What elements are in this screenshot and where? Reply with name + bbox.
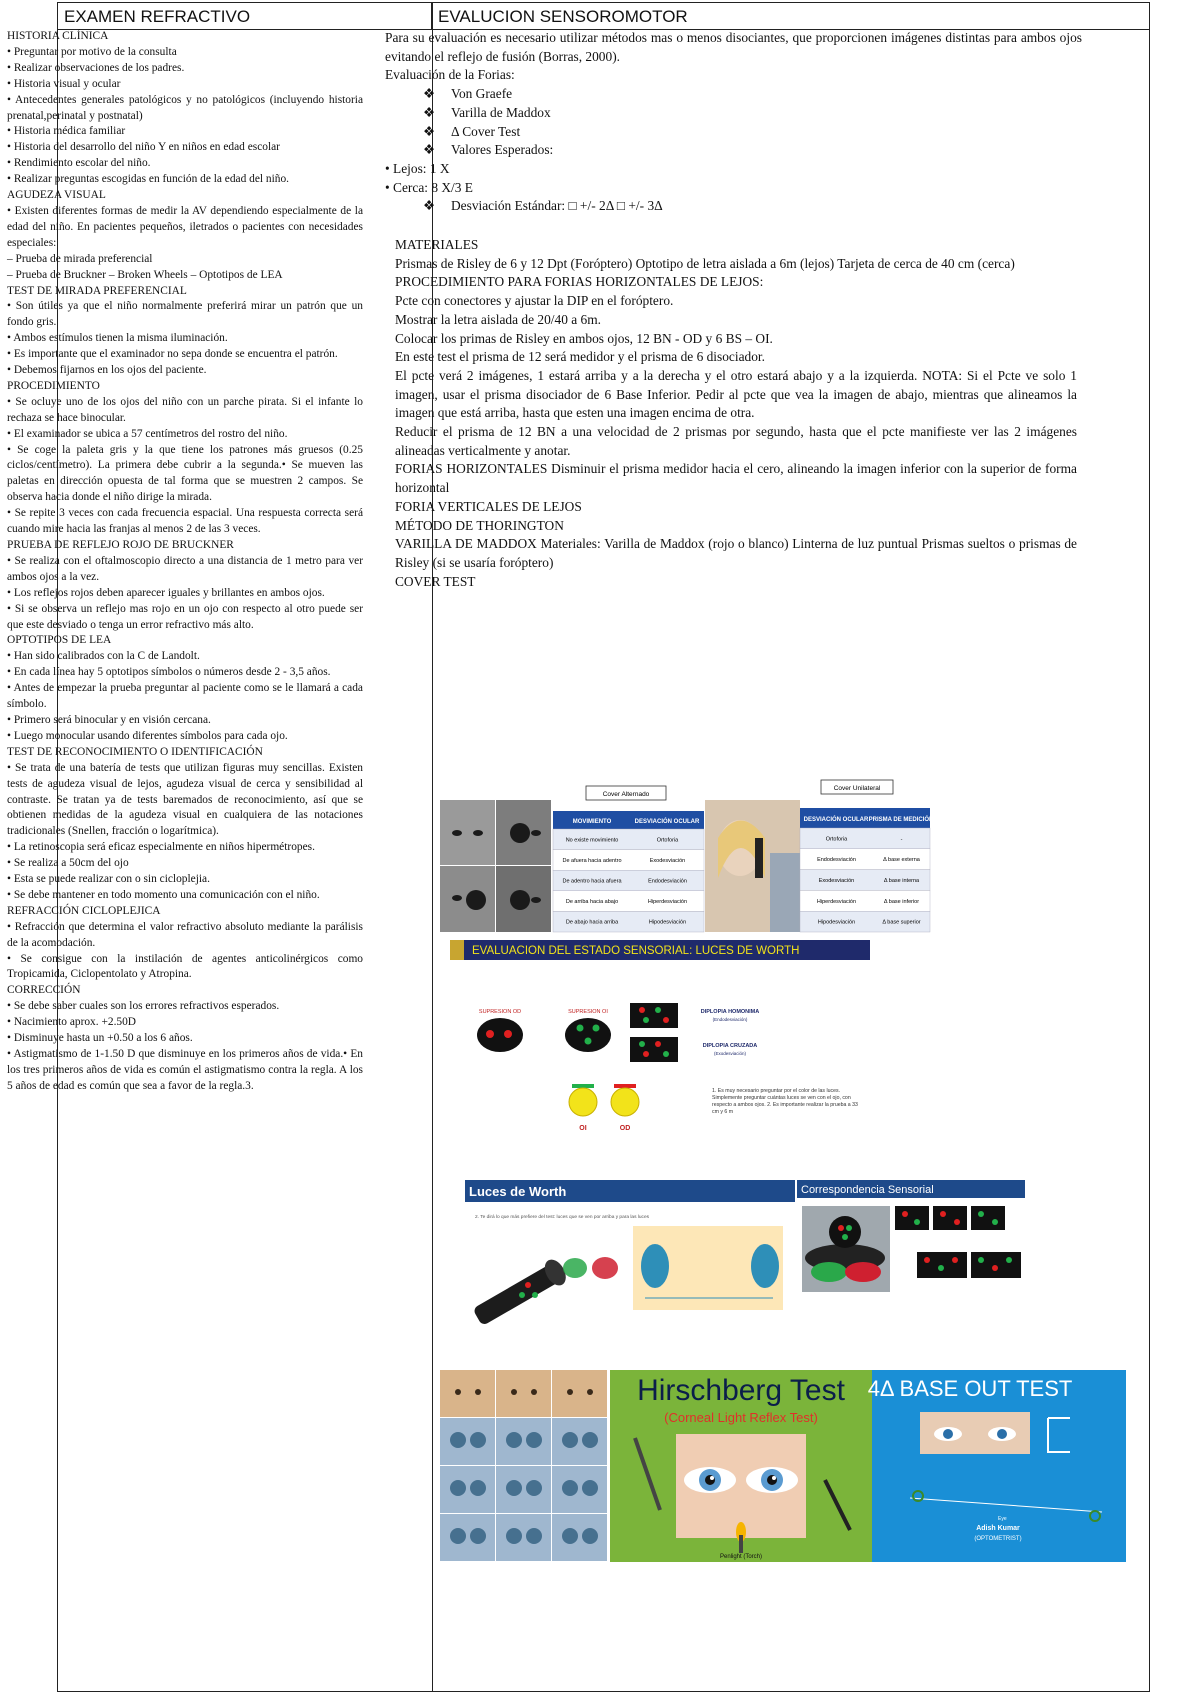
- eye-icon: [562, 1432, 578, 1448]
- intro-paragraph: Para su evaluación es necesario utilizar métodos mas o menos disociantes, que proporcionen imágenes distintas para ambos ojos evitando el reflejo de fusión (Borras, 2000).: [385, 30, 1082, 64]
- bottom-figures: [440, 1370, 1126, 1562]
- left-text-line: • En cada línea hay 5 optotipos símbolos o números desde 2 - 3,5 años.: [7, 666, 331, 679]
- left-text-line: CORRECCIÓN: [7, 984, 81, 997]
- left-text-line: • Ambos estímulos tienen la misma iluminación.: [7, 332, 228, 345]
- right-text-line: PROCEDIMIENTO PARA FORIAS HORIZONTALES DE LEJOS:: [395, 274, 764, 290]
- left-text-line: • Esta se puede realizar con o sin cicloplejia.: [7, 873, 210, 886]
- table-cell: -: [900, 836, 903, 843]
- worth-sensorial-figure: [450, 940, 870, 1150]
- cover-test-figure: [440, 778, 965, 940]
- cerca-value: • Cerca: 8 X/3 E: [385, 179, 473, 195]
- face-photo: [496, 1418, 551, 1465]
- base-out-title: 4Δ BASE OUT TEST: [867, 1376, 1073, 1401]
- table-cell: Endodesviación: [648, 878, 687, 885]
- left-text-line: • La retinoscopia será eficaz especialmente en niños hipermétropes.: [7, 841, 315, 854]
- left-text-line: • Refracción que determina el valor refractivo absoluto mediante la parálisis de la acomodación.: [7, 920, 363, 949]
- left-text-line: • Preguntar por motivo de la consulta: [7, 45, 177, 58]
- left-text-line: • Antecedentes generales patológicos y no patológicos (incluyendo historia prenatal,perinatal y postnatal): [7, 93, 363, 122]
- eye-icon: [455, 1389, 461, 1395]
- luces-worth-figure: [465, 1180, 1025, 1330]
- left-text-line: • Se realiza a 50cm del ojo: [7, 857, 129, 870]
- table-cell: Hiperdesviación: [647, 899, 688, 906]
- forias-item: ❖ Valores Esperados:: [423, 142, 554, 158]
- supresion-od-label: SUPRESION OD: [478, 1009, 522, 1015]
- table-cell: Exodesviación: [649, 857, 686, 864]
- hirschberg-title: Hirschberg Test: [637, 1374, 845, 1407]
- left-text-line: • Astigmatismo de 1-1.50 D que disminuye en los primeros años de vida.• En los tres primeros años de vida es común el astigmatismo contra la regla. A los 5 años de edad es común que sea a favor de la regla.3.: [7, 1048, 363, 1092]
- base-out-author: Adish Kumar: [976, 1525, 1020, 1532]
- lejos-value: • Lejos: 1 X: [385, 160, 450, 176]
- eye-icon: [582, 1432, 598, 1448]
- table2-head: PRISMA DE MEDICIÓN: [868, 817, 934, 823]
- table-cell: Δ base inferior: [883, 898, 920, 905]
- eye-icon: [450, 1480, 466, 1496]
- right-text-line: Mostrar la letra aislada de 20/40 a 6m.: [395, 311, 601, 327]
- luces-caption: 2. Te dirá lo que más prefiere del test: luces que se ven por arriba y para las luces: [475, 1215, 650, 1220]
- left-text-line: AGUDEZA VISUAL: [7, 189, 106, 202]
- left-text-line: TEST DE MIRADA PREFERENCIAL: [7, 284, 187, 297]
- right-text-line: VARILLA DE MADDOX Materiales: Varilla de Maddox (rojo o blanco) Linterna de luz puntual Prismas sueltos o prismas de Risley (si se usaría foróptero): [395, 536, 1077, 570]
- table-cell: De adentro hacia afuera: [562, 878, 622, 885]
- right-text-box: [385, 29, 1082, 617]
- left-text-line: • Existen diferentes formas de medir la AV dependiendo especialmente de la edad del niño. En pacientes pequeños, iletrados o pacientes con necesidades especiales:: [7, 204, 363, 249]
- diplopia-cruzada-label: DIPLOPIA CRUZADA: [702, 1043, 758, 1049]
- cover-unilateral-title: Cover Unilateral: [833, 785, 881, 792]
- eye-icon: [470, 1528, 486, 1544]
- right-text-line: Colocar los primas de Risley en ambos ojos, 12 BN - OD y 6 BS – OI.: [395, 330, 773, 346]
- table-cell: De afuera hacia adentro: [562, 857, 622, 864]
- eye-icon: [475, 1389, 481, 1395]
- diplopia-homonima-label: DIPLOPIA HOMONIMA: [700, 1009, 760, 1015]
- left-text-line: • Rendimiento escolar del niño.: [7, 157, 151, 170]
- forias-item: ❖ Δ Cover Test: [423, 123, 521, 139]
- eye-icon: [511, 1389, 517, 1395]
- eye-icon: [450, 1528, 466, 1544]
- left-text-line: • Los reflejos rojos deben aparecer iguales y brillantes en ambos ojos.: [7, 586, 325, 599]
- table1-head: MOVIMIENTO: [572, 819, 612, 825]
- eye-icon: [526, 1432, 542, 1448]
- face-photo: [440, 1418, 495, 1465]
- left-text-line: • Primero será binocular y en visión cercana.: [7, 713, 211, 726]
- table-cell: Hipodesviación: [817, 919, 856, 926]
- table-cell: Ortoforia: [656, 837, 679, 844]
- left-text-line: • Se debe mantener en todo momento una comunicación con el niño.: [7, 888, 320, 901]
- right-text-line: FORIA VERTICALES DE LEJOS: [395, 498, 582, 514]
- eye-icon: [470, 1432, 486, 1448]
- table2-head: DESVIACIÓN OCULAR: [803, 817, 869, 823]
- right-column: [385, 29, 1082, 617]
- cover-alternado-title: Cover Alternado: [602, 791, 650, 798]
- right-text-line: COVER TEST: [395, 573, 476, 589]
- eye-icon: [526, 1480, 542, 1496]
- left-text-line: • Historia del desarrollo del niño Y en niños en edad escolar: [7, 141, 280, 154]
- left-text-line: – Prueba de Bruckner – Broken Wheels – Optotipos de LEA: [7, 268, 283, 281]
- left-text-line: • El examinador se ubica a 57 centímetros del rostro del niño.: [7, 427, 288, 440]
- table-cell: Endodesviación: [817, 857, 856, 864]
- left-text-line: • Antes de empezar la prueba preguntar al paciente como se le llamará a cada símbolo.: [7, 682, 363, 711]
- table-cell: Ortoforia: [825, 836, 848, 843]
- face-photo: [552, 1466, 607, 1513]
- right-text-line: Reducir el prisma de 12 BN a una velocidad de 2 prismas por segundo, hasta que el pcte manifieste ver las 2 imágenes alineadas verticalmente y anotar.: [395, 424, 1077, 458]
- eye-icon: [531, 1389, 537, 1395]
- eye-icon: [526, 1528, 542, 1544]
- face-photo: [496, 1466, 551, 1513]
- face-photo: [496, 1514, 551, 1561]
- face-photo: [440, 1466, 495, 1513]
- left-text-line: • Nacimiento aprox. +2.50D: [7, 1016, 137, 1029]
- eye-icon: [506, 1480, 522, 1496]
- table-cell: Δ base superior: [882, 919, 921, 926]
- eye-icon: [587, 1389, 593, 1395]
- eye-icon: [582, 1480, 598, 1496]
- left-text-line: • Realizar preguntas escogidas en función de la edad del niño.: [7, 173, 290, 186]
- right-text-line: Pcte con conectores y ajustar la DIP en el foróptero.: [395, 293, 674, 309]
- left-text-line: TEST DE RECONOCIMIENTO O IDENTIFICACIÓN: [7, 745, 263, 758]
- eye-icon: [470, 1480, 486, 1496]
- left-text-line: • Disminuye hasta un +0.50 a los 6 años.: [7, 1032, 193, 1045]
- left-text-line: OPTOTIPOS DE LEA: [7, 634, 112, 647]
- left-text-line: – Prueba de mirada preferencial: [7, 252, 153, 265]
- eye-icon: [450, 1432, 466, 1448]
- table-cell: Hipodesviación: [648, 919, 687, 926]
- face-photo: [552, 1514, 607, 1561]
- eye-icon: [567, 1389, 573, 1395]
- eye-icon: [506, 1432, 522, 1448]
- eye-icon: [506, 1528, 522, 1544]
- face-photo: [440, 1370, 495, 1417]
- face-photo: [496, 1370, 551, 1417]
- right-column-title: EVALUCION SENSOROMOTOR: [432, 3, 1149, 30]
- table-row: [800, 828, 930, 849]
- base-out-eye-label: Eye: [998, 1516, 1007, 1522]
- left-text-line: • Historia médica familiar: [7, 125, 126, 138]
- face-photo: [440, 1514, 495, 1561]
- left-column-title: EXAMEN REFRACTIVO: [58, 3, 432, 30]
- forias-title: Evaluación de la Forias:: [385, 67, 515, 83]
- table-cell: De abajo hacia arriba: [565, 919, 619, 926]
- right-text-line: FORIAS HORIZONTALES Disminuir el prisma medidor hacia el cero, alineando la imagen inferior con la superior de forma horizontal: [395, 461, 1077, 496]
- table-cell: Δ base interna: [883, 878, 920, 884]
- right-text-line: MÉTODO DE THORINGTON: [395, 517, 564, 533]
- table-cell: Exodesviación: [818, 878, 855, 884]
- worth-banner: EVALUACION DEL ESTADO SENSORIAL: LUCES DE WORTH: [472, 945, 800, 957]
- left-text-line: • Se consigue con la instilación de agentes anticolinérgicos como Tropicamida, Ciclopentolato y Atropina.: [7, 952, 363, 981]
- worth-note: 1. Es muy necesario preguntar por el color de las luces. Simplemente preguntar cuántas luces se ven con el ojo, con respecto a ambos ojos. 2. Es importante realizar la prueba a 33 cm y 6 m: [712, 1088, 858, 1115]
- right-text-line: El pcte verá 2 imágenes, 1 estará arriba y a la derecha y el otro estará abajo y a la izquierda. NOTA: Si el Pcte ve solo 1 imagen, usar el prisma disociador de 6 Base Inferior. Pedir al pcte que vea la imagen de abajo, mientras que alineamos la imagen que está arriba, hasta que esten una imagen encima de otra.: [395, 367, 1077, 421]
- luces-worth-title: Luces de Worth: [469, 1184, 567, 1199]
- face-photo: [552, 1370, 607, 1417]
- hirschberg-caption: Penlight (Torch): [719, 1554, 763, 1560]
- right-text-line: MATERIALES: [395, 237, 479, 253]
- diplopia-homonima-sub: (Endodesviación): [712, 1017, 748, 1022]
- base-out-author-title: (OPTOMETRIST): [974, 1536, 1022, 1542]
- eye-icon: [562, 1528, 578, 1544]
- table-cell: De arriba hacia abajo: [565, 899, 619, 906]
- left-text-line: PRUEBA DE REFLEJO ROJO DE BRUCKNER: [7, 539, 234, 551]
- left-text-line: • Historia visual y ocular: [7, 77, 121, 90]
- table-cell: Hiperdesviación: [816, 898, 857, 905]
- table-cell: No existe movimiento: [565, 837, 619, 844]
- eye-icon: [582, 1528, 598, 1544]
- left-text-line: • Se repite 3 veces con cada frecuencia espacial. Una respuesta correcta será cuando mire hacia las franjas al menos 2 de las 3 veces.: [7, 507, 363, 536]
- left-text-line: • Debemos fijarnos en los ojos del paciente.: [7, 364, 207, 377]
- table-cell: Δ base externa: [883, 857, 920, 864]
- left-text-line: • Se ocluye uno de los ojos del niño con un parche pirata. Si el infante lo rechaza se hace binocular.: [7, 395, 363, 424]
- right-text-line: Prismas de Risley de 6 y 12 Dpt (Foróptero) Optotipo de letra aislada a 6m (lejos) Tarjeta de cerca de 40 cm (cerca): [395, 255, 1015, 271]
- correspondencia-title: Correspondencia Sensorial: [801, 1184, 934, 1196]
- left-text-line: HISTORIA CLÍNICA: [7, 30, 109, 42]
- hirschberg-subtitle: (Corneal Light Reflex Test): [664, 1410, 818, 1425]
- left-text-line: • Se realiza con el oftalmoscopio directo a una distancia de 1 metro para ver ambos ojos a la vez.: [7, 554, 363, 583]
- right-text-line: En este test el prisma de 12 será medidor y el prisma de 6 disociador.: [395, 349, 766, 365]
- left-text-line: • Son útiles ya que el niño normalmente preferirá mirar un patrón que un fondo gris.: [7, 300, 363, 329]
- od-label: OD: [619, 1125, 631, 1132]
- left-text-line: • Se debe saber cuales son los errores refractivos esperados.: [7, 1000, 280, 1013]
- left-column-text: [7, 29, 363, 1095]
- left-text-line: • Luego monocular usando diferentes símbolos para cada ojo.: [7, 729, 288, 742]
- right-body-text: [385, 236, 1082, 591]
- eye-icon: [562, 1480, 578, 1496]
- table1-head: DESVIACIÓN OCULAR: [634, 819, 700, 825]
- left-text-line: • Han sido calibrados con la C de Landolt.: [7, 650, 200, 663]
- left-text-line: PROCEDIMIENTO: [7, 379, 100, 392]
- left-text-line: • Realizar observaciones de los padres.: [7, 61, 185, 74]
- left-text-line: • Se coge la paleta gris y la que tiene los patrones más gruesos (0.25 ciclos/centímetro). La primera debe cubrir a la segunda.• Se mueven las paletas en dirección opuesta de tal forma que se muestren 2 campos. Se observa hacia donde el niño dirige la mirada.: [7, 443, 363, 504]
- oi-label: OI: [579, 1125, 587, 1132]
- face-photo: [552, 1418, 607, 1465]
- left-text-line: REFRACCIÓN CICLOPLEJICA: [7, 904, 161, 917]
- diplopia-cruzada-sub: (Exodesviación): [713, 1051, 747, 1056]
- left-text-line: • Se trata de una batería de tests que utilizan figuras muy sencillas. Existen tests de agudeza visual de lejos, agudeza visual de cerca y sensibilidad al contraste. Se tratan ya de tests baremados de reconocimiento, así que se obtienen medidas de la agudeza visual en cualquiera de las notaciones tradicionales (Snellen, fracción o logarítmica).: [7, 761, 363, 838]
- desviacion-item: ❖ Desviación Estándar: □ +/- 2Δ □ +/- 3Δ: [423, 198, 663, 214]
- supresion-oi-label: SUPRESION OI: [568, 1009, 608, 1015]
- left-text-line: • Si se observa un reflejo mas rojo en un ojo con respecto al otro puede ser que este desviado o tenga un error refractivo más alto.: [7, 602, 363, 631]
- forias-item: ❖ Von Graefe: [423, 86, 513, 102]
- left-text-line: • Es importante que el examinador no sepa donde se encuentra el patrón.: [7, 348, 338, 361]
- forias-item: ❖ Varilla de Maddox: [423, 104, 551, 120]
